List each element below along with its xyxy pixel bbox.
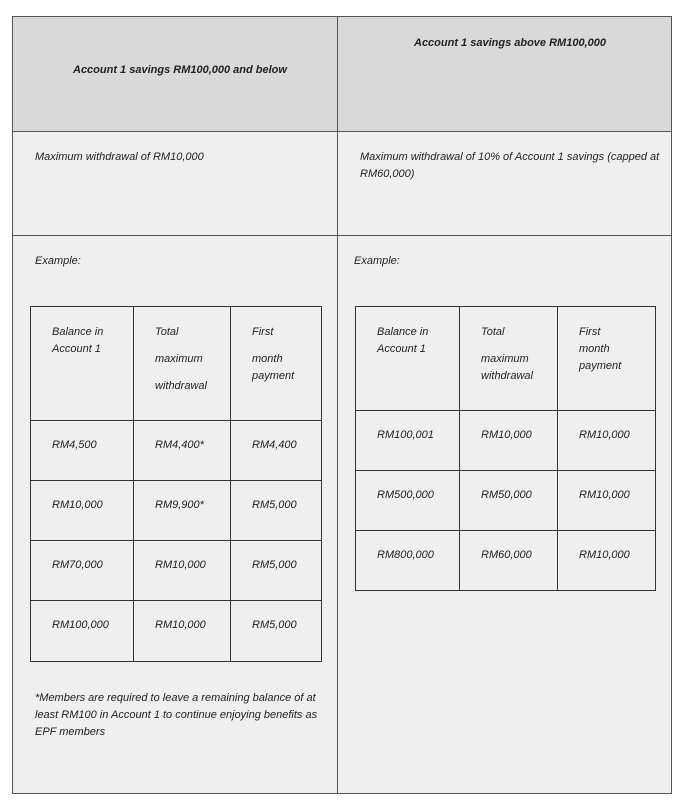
header-first-1: First bbox=[252, 326, 274, 338]
header-total-1: Total bbox=[481, 326, 505, 338]
table-row bbox=[356, 471, 656, 531]
table-row bbox=[31, 481, 322, 541]
balance-value: RM70,000 bbox=[52, 559, 103, 571]
limit-left: Maximum withdrawal of RM10,000 bbox=[35, 151, 204, 163]
header-first-2: month payment bbox=[579, 343, 622, 372]
table-header-row bbox=[356, 307, 656, 411]
table-row bbox=[31, 541, 322, 601]
limit-right: Maximum withdrawal of 10% of Account 1 savings (capped at RM60,000) bbox=[360, 151, 660, 180]
total-value: RM60,000 bbox=[481, 549, 532, 561]
total-value: RM10,000 bbox=[481, 429, 532, 441]
header-left: Account 1 savings RM100,000 and below bbox=[73, 64, 287, 76]
first-month-value: RM5,000 bbox=[252, 559, 297, 571]
example-table-left bbox=[30, 306, 322, 662]
first-month-value: RM4,400 bbox=[252, 439, 297, 451]
header-right: Account 1 savings above RM100,000 bbox=[414, 37, 606, 49]
first-month-value: RM5,000 bbox=[252, 499, 297, 511]
table-row bbox=[31, 421, 322, 481]
example-label-left: Example: bbox=[35, 255, 81, 267]
column-divider bbox=[337, 16, 338, 794]
total-value: RM10,000 bbox=[155, 559, 206, 571]
table-row bbox=[356, 531, 656, 591]
balance-value: RM500,000 bbox=[377, 489, 434, 501]
table-row bbox=[356, 411, 656, 471]
header-cell-first bbox=[231, 307, 322, 421]
total-value: RM10,000 bbox=[155, 619, 206, 631]
header-total-2: maximum bbox=[155, 353, 203, 365]
balance-value: RM10,000 bbox=[52, 499, 103, 511]
header-balance: Balance in Account 1 bbox=[52, 326, 104, 355]
total-value: RM50,000 bbox=[481, 489, 532, 501]
first-month-value: RM5,000 bbox=[252, 619, 297, 631]
example-label-right: Example: bbox=[354, 255, 400, 267]
balance-value: RM800,000 bbox=[377, 549, 434, 561]
row-divider-1 bbox=[12, 131, 672, 132]
header-cell-total bbox=[460, 307, 558, 411]
header-first-2: month payment bbox=[252, 353, 295, 382]
header-total-3: withdrawal bbox=[155, 380, 207, 392]
header-cell-balance bbox=[356, 307, 460, 411]
header-first-1: First bbox=[579, 326, 601, 338]
header-cell-balance bbox=[31, 307, 134, 421]
first-month-value: RM10,000 bbox=[579, 549, 630, 561]
header-balance: Balance in Account 1 bbox=[377, 326, 429, 355]
row-divider-2 bbox=[12, 235, 672, 236]
balance-value: RM4,500 bbox=[52, 439, 97, 451]
table-row bbox=[31, 601, 322, 662]
balance-value: RM100,000 bbox=[52, 619, 109, 631]
example-table-right bbox=[355, 306, 656, 591]
footnote: *Members are required to leave a remaining balance of at least RM100 in Account 1 to continue enjoying benefits as EPF members bbox=[35, 692, 318, 738]
header-total-1: Total bbox=[155, 326, 179, 338]
header-cell-total bbox=[134, 307, 231, 421]
header-total-2: maximum withdrawal bbox=[481, 353, 533, 382]
first-month-value: RM10,000 bbox=[579, 489, 630, 501]
balance-value: RM100,001 bbox=[377, 429, 434, 441]
first-month-value: RM10,000 bbox=[579, 429, 630, 441]
total-value: RM9,900* bbox=[155, 499, 204, 511]
header-cell-first bbox=[558, 307, 656, 411]
total-value: RM4,400* bbox=[155, 439, 204, 451]
table-header-row bbox=[31, 307, 322, 421]
